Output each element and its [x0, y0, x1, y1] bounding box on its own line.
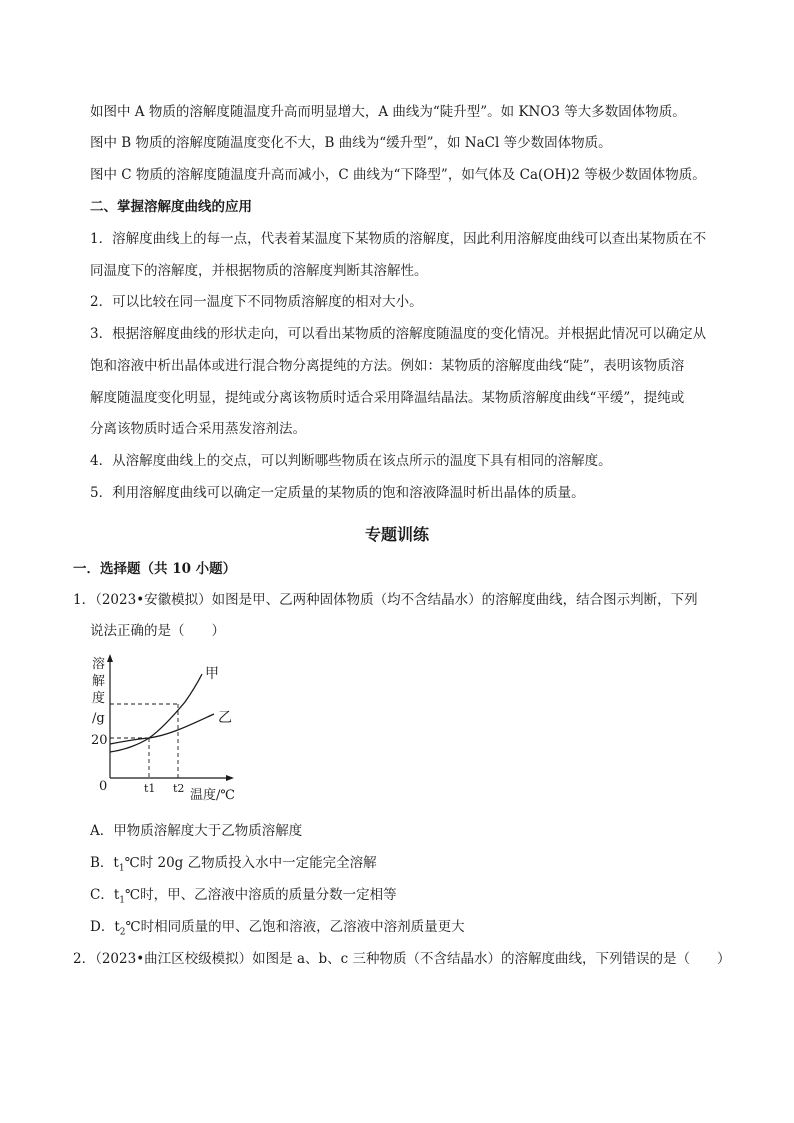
intro-line-2: 图中 B 物质的溶解度随温度变化不大，B 曲线为“缓升型”，如 NaCl 等少数固体物质。 — [90, 135, 612, 151]
q1-option-c-post: ℃时，甲、乙溶液中溶质的质量分数一定相等 — [125, 887, 397, 903]
curve-jia — [110, 674, 202, 752]
q1-line-1: 1．（2023•安徽模拟）如图是甲、乙两种固体物质（均不含结晶水）的溶解度曲线，结合图示判断，下列 — [73, 592, 698, 608]
point-line-7: 分离该物质时适合采用蒸发溶剂法。 — [90, 421, 306, 437]
series-jia-label: 甲 — [205, 666, 219, 682]
q1-option-d-pre: D．t — [90, 919, 120, 935]
point-line-6: 解度随温度变化明显，提纯或分离该物质时适合采用降温结晶法。某物质溶解度曲线“平缓”，提纯或 — [90, 390, 685, 406]
special-training-title: 专题训练 — [364, 525, 429, 544]
xlabel: 温度/℃ — [190, 788, 235, 802]
solubility-curve-figure — [90, 652, 250, 802]
origin-label: 0 — [99, 779, 108, 794]
y-tick-20: 20 — [91, 733, 108, 748]
point-line-1: 1．溶解度曲线上的每一点，代表着某温度下某物质的溶解度，因此利用溶解度曲线可以查出某物质在不 — [90, 231, 707, 247]
x-tick-t1: t1 — [144, 782, 156, 795]
point-line-5: 饱和溶液中析出晶体或进行混合物分离提纯的方法。例如：某物质的溶解度曲线“陡”，表明该物质溶 — [90, 358, 685, 374]
ylabel-4: /g — [92, 711, 105, 726]
y-axis-arrow — [107, 654, 113, 662]
q1-option-d-sub: 2 — [119, 927, 126, 938]
ylabel-2: 解 — [92, 674, 106, 689]
q1-option-c-sub: 1 — [119, 895, 125, 906]
q1-option-b-sub: 1 — [118, 863, 125, 874]
q1-option-c-pre: C．t — [90, 887, 120, 903]
x-tick-t2: t2 — [173, 782, 185, 795]
part1-title: 一．选择题（共 10 小题） — [73, 561, 237, 577]
point-line-3: 2．可以比较在同一温度下不同物质溶解度的相对大小。 — [90, 294, 423, 310]
intro-line-3: 图中 C 物质的溶解度随温度升高而减小，C 曲线为“下降型”，如气体及 Ca(OH)2 等极少数固体物质。 — [90, 167, 706, 183]
q1-option-b-post: ℃时 20g 乙物质投入水中一定能完全溶解 — [124, 855, 377, 871]
point-line-4: 3．根据溶解度曲线的形状走向，可以看出某物质的溶解度随温度的变化情况。并根据此情况可以确定从 — [90, 326, 707, 342]
q1-option-d-post: ℃时相同质量的甲、乙饱和溶液，乙溶液中溶剂质量更大 — [125, 919, 465, 935]
ylabel-1: 溶 — [92, 657, 106, 672]
x-axis-arrow — [226, 775, 234, 781]
point-line-2: 同温度下的溶解度，并根据物质的溶解度判断其溶解性。 — [90, 263, 428, 279]
q1-option-b-pre: B．t — [90, 855, 119, 871]
q1-option-b — [90, 854, 377, 878]
series-yi-label: 乙 — [218, 710, 232, 726]
q1-option-a: A．甲物质溶解度大于乙物质溶解度 — [90, 823, 303, 839]
q1-option-c — [90, 886, 397, 910]
point-line-9: 5．利用溶解度曲线可以确定一定质量的某物质的饱和溶液降温时析出晶体的质量。 — [90, 485, 585, 501]
curve-yi — [110, 714, 214, 744]
q1-line-2: 说法正确的是（ ） — [90, 623, 225, 639]
q1-option-d — [90, 918, 465, 942]
point-line-8: 4．从溶解度曲线上的交点，可以判断哪些物质在该点所示的温度下具有相同的溶解度。 — [90, 453, 612, 469]
ylabel-3: 度 — [92, 691, 106, 706]
section2-title: 二、掌握溶解度曲线的应用 — [90, 199, 252, 215]
intro-line-1: 如图中 A 物质的溶解度随温度升高而明显增大，A 曲线为“陡升型”。如 KNO3 等大多数固体物质。 — [90, 104, 686, 120]
q2-line-1: 2．（2023•曲江区校级模拟）如图是 a、b、c 三种物质（不含结晶水）的溶解度曲线，下列错误的是（ ） — [73, 951, 731, 967]
